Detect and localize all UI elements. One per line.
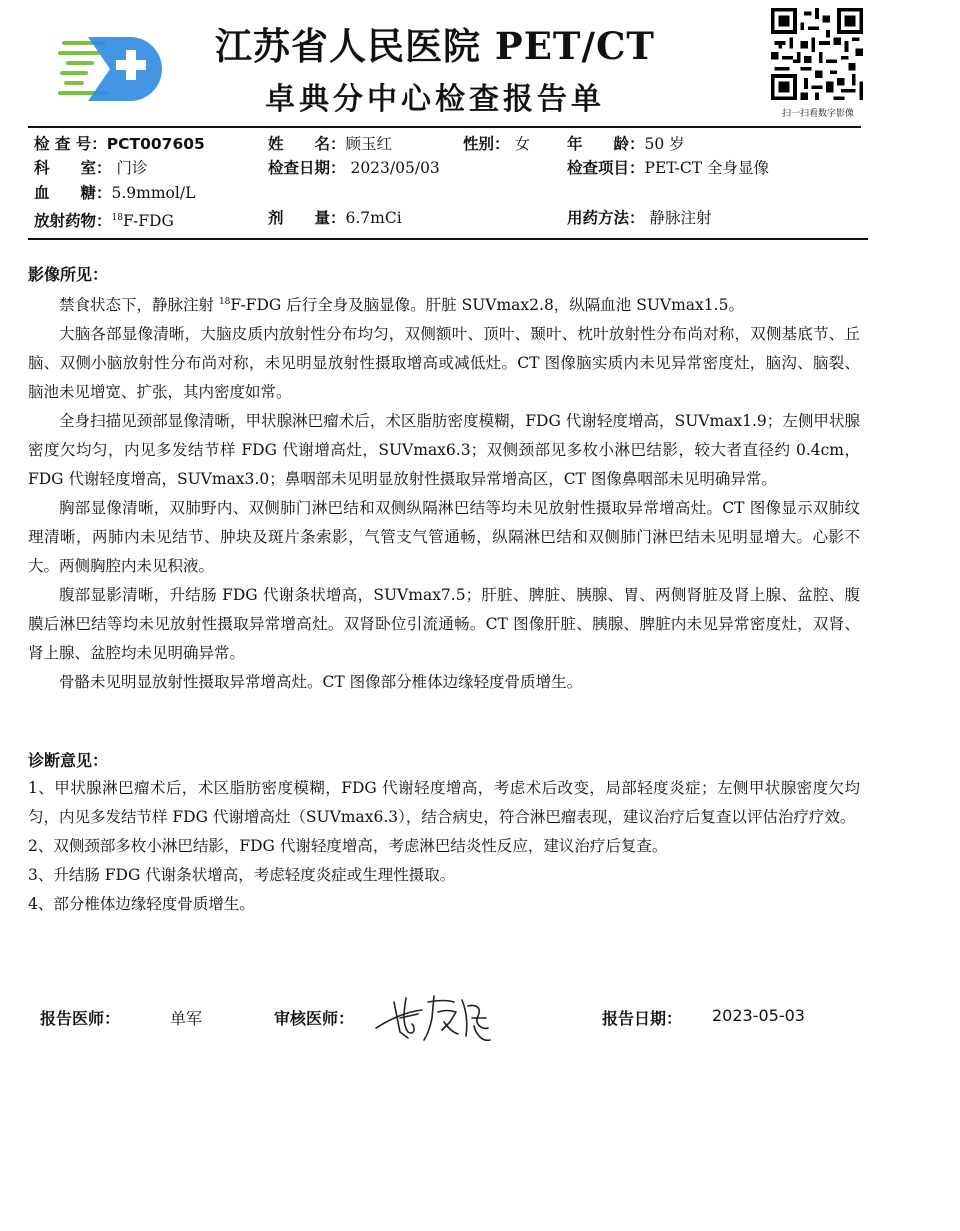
report-subtitle: 卓典分中心检查报告单	[265, 82, 605, 117]
exam-date: 检查日期： 2023/05/03	[268, 159, 440, 177]
exam-item: 检查项目：PET-CT 全身显像	[567, 159, 769, 177]
report-doctor-label: 报告医师：	[40, 1009, 121, 1028]
patient-name: 姓 名：顾玉红	[268, 135, 393, 153]
qr-code-icon[interactable]	[770, 8, 864, 100]
diagnosis-body	[28, 774, 860, 919]
report-doctor: 单军	[170, 1009, 203, 1028]
patient-sex: 性别： 女	[463, 135, 530, 153]
findings-heading: 影像所见：	[28, 265, 109, 284]
report-date-label: 报告日期：	[602, 1009, 683, 1028]
info-divider	[28, 238, 868, 240]
handwritten-signature	[372, 988, 494, 1050]
findings-paragraph: 大脑各部显像清晰，大脑皮质内放射性分布均匀，双侧额叶、顶叶、颞叶、枕叶放射性分布尚对称，双侧基底节、丘脑、双侧小脑放射性分布尚对称，未见明显放射性摄取增高或减低灶。CT 图像脑实质内未见异常密度灶，脑沟、脑裂、脑池未见增宽、扩张，其内密度如常。	[28, 325, 860, 401]
blood-glucose: 血 糖：5.9mmol/L	[34, 184, 196, 202]
administration-method: 用药方法： 静脉注射	[567, 209, 712, 227]
diagnosis-heading: 诊断意见：	[28, 751, 109, 770]
diagnosis-item: 3、升结肠 FDG 代谢条状增高，考虑轻度炎症或生理性摄取。	[28, 866, 456, 884]
department: 科 室： 门诊	[34, 159, 148, 177]
report-date: 2023-05-03	[712, 1006, 805, 1025]
hospital-logo-icon	[58, 33, 168, 105]
findings-paragraph: 胸部显像清晰，双肺野内、双侧肺门淋巴结和双侧纵隔淋巴结等均未见放射性摄取异常增高灶。CT 图像显示双肺纹理清晰，两肺内未见结节、肿块及斑片条索影，气管支气管通畅，纵隔淋巴结和双侧肺门淋巴结未见明显增大。心影不大。两侧胸腔内未见积液。	[28, 499, 860, 575]
diagnosis-item: 4、部分椎体边缘轻度骨质增生。	[28, 895, 255, 913]
dose: 剂 量：6.7mCi	[268, 209, 402, 227]
diagnosis-item: 1、甲状腺淋巴瘤术后，术区脂肪密度模糊，FDG 代谢轻度增高，考虑术后改变，局部轻度炎症；左侧甲状腺密度欠均匀，内见多发结节样 FDG 代谢增高灶（SUVmax6.3），结合病史，符合淋巴瘤表现，建议治疗后复查以评估治疗疗效。	[28, 779, 860, 826]
findings-paragraph: 禁食状态下，静脉注射 $^{18}$F-FDG 后行全身及脑显像。肝脏 SUVmax2.8，纵隔血池 SUVmax1.5。	[59, 296, 744, 314]
qr-caption: 扫一扫看数字影像	[781, 109, 854, 119]
exam-no: 检 查 号：PCT007605	[34, 135, 205, 153]
findings-paragraph: 全身扫描见颈部显像清晰，甲状腺淋巴瘤术后，术区脂肪密度模糊，FDG 代谢轻度增高，SUVmax1.9；左侧甲状腺密度欠均匀，内见多发结节样 FDG 代谢增高灶，SUVmax6.3；双侧颈部见多枚小淋巴结影，较大者直径约 0.4cm，FDG 代谢轻度增高，SUVmax3.0；鼻咽部未见明显放射性摄取异常增高区，CT 图像鼻咽部未见明确异常。	[28, 412, 860, 488]
findings-body	[28, 288, 860, 697]
review-doctor-label: 审核医师：	[274, 1009, 355, 1028]
report-title: 江苏省人民医院 PET/CT	[215, 24, 655, 68]
findings-paragraph: 腹部显影清晰，升结肠 FDG 代谢条状增高，SUVmax7.5；肝脏、脾脏、胰腺、胃、两侧肾脏及肾上腺、盆腔、腹膜后淋巴结等均未见放射性摄取异常增高灶。双肾卧位引流通畅。CT 图像肝脏、胰腺、脾脏内未见异常密度灶，双肾、肾上腺、盆腔均未见明确异常。	[28, 586, 860, 662]
diagnosis-item: 2、双侧颈部多枚小淋巴结影，FDG 代谢轻度增高，考虑淋巴结炎性反应，建议治疗后复查。	[28, 837, 668, 855]
findings-paragraph: 骨骼未见明显放射性摄取异常增高灶。CT 图像部分椎体边缘轻度骨质增生。	[59, 673, 583, 691]
patient-age: 年 龄：50 岁	[567, 135, 685, 153]
header-divider	[28, 126, 861, 128]
radiopharmaceutical: 放射药物：$^{18}$F-FDG	[34, 212, 174, 230]
